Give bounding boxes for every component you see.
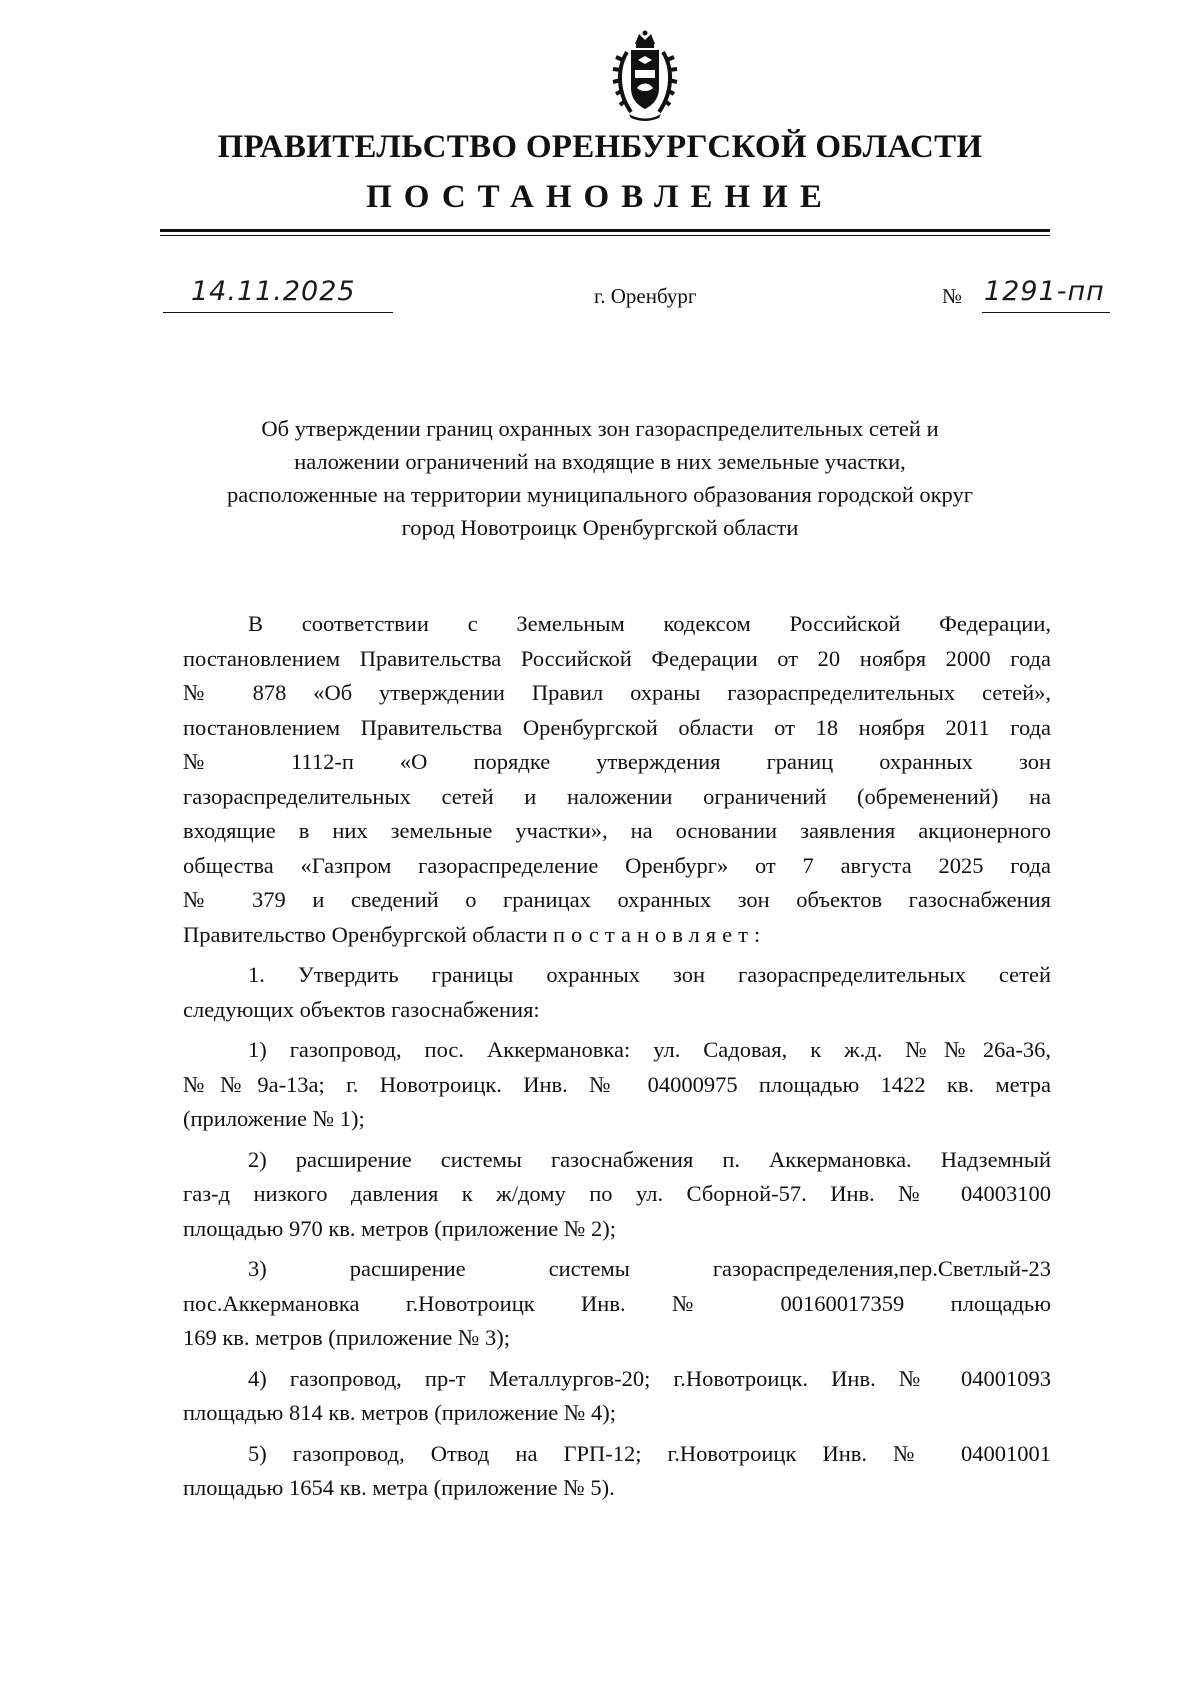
title-line: Об утверждении границ охранных зон газораспределительных сетей и (261, 416, 939, 441)
body-line: 3) расширение системы газораспределения,пер.Светлый-23 (248, 1256, 1051, 1281)
document-title (150, 412, 1050, 544)
body-line: постановлением Правительства Оренбургской области от 18 ноября 2011 года (183, 714, 1051, 740)
city-label: г. Оренбург (594, 284, 697, 308)
body-line: № 1112-п «О порядке утверждения границ охранных зон (183, 749, 1051, 774)
body-line: газ-д низкого давления к ж/дому по ул. Сборной-57. Инв. № 04003100 (183, 1181, 1051, 1206)
body-line: 1. Утвердить границы охранных зон газораспределительных сетей (248, 962, 1051, 987)
body-line: В соответствии с Земельным кодексом Российской Федерации, (248, 611, 1051, 636)
body-line: постановлением Правительства Российской Федерации от 20 ноября 2000 года (183, 645, 1051, 671)
subitem-5 (183, 1437, 1051, 1506)
body-line: 169 кв. метров (приложение № 3); (183, 1325, 511, 1350)
title-line: город Новотроицк Оренбургской области (401, 515, 799, 540)
number-field (982, 276, 1110, 313)
handwritten-date: 14.11.2025 (191, 276, 356, 307)
subitem-1 (183, 1033, 1051, 1137)
body-line: пос.Аккермановка г.Новотроицк Инв. № 00160017359 площадью (183, 1290, 1051, 1316)
date-field (163, 276, 393, 313)
header-divider-thin (160, 235, 1050, 236)
body-line: 5) газопровод, Отвод на ГРП-12; г.Новотроицк Инв. № 04001001 (248, 1440, 1051, 1466)
body-line: газораспределительных сетей и наложении ограничений (обременений) на (183, 783, 1051, 809)
coat-of-arms-icon (609, 30, 681, 122)
body-line: (приложение № 1); (183, 1106, 365, 1131)
body-line: площадью 970 кв. метров (приложение № 2); (183, 1215, 616, 1241)
body-line: следующих объектов газоснабжения: (183, 996, 540, 1022)
subitem-2 (183, 1143, 1051, 1247)
handwritten-number: 1291-пп (984, 276, 1105, 307)
government-name: ПРАВИТЕЛЬСТВО ОРЕНБУРГСКОЙ ОБЛАСТИ (217, 129, 983, 165)
preamble-subject: Правительство Оренбургской области (183, 921, 548, 947)
body-line: №№9а-13а; г. Новотроицк. Инв. № 04000975 площадью 1422 кв. метра (183, 1071, 1051, 1097)
body-line: общества «Газпром газораспределение Оренбург» от 7 августа 2025 года (183, 852, 1051, 878)
number-sign: № (942, 284, 963, 308)
preamble-paragraph (183, 607, 1051, 952)
body-line: № 379 и сведений о границах охранных зон объектов газоснабжения (183, 887, 1051, 912)
document-type: ПОСТАНОВЛЕНИЕ (366, 179, 834, 215)
body-line: 2) расширение системы газоснабжения п. Аккермановка. Надземный (248, 1146, 1051, 1172)
item-1 (183, 958, 1051, 1027)
body-line (183, 918, 1051, 953)
header-divider-thick (160, 229, 1050, 232)
body-line: 4) газопровод, пр-т Металлургов-20; г.Новотроицк. Инв. № 04001093 (248, 1365, 1051, 1391)
coat-of-arms-emblem (609, 30, 681, 122)
title-line: расположенные на территории муниципального образования городской округ (227, 482, 973, 507)
body-line: № 878 «Об утверждении Правил охраны газораспределительных сетей», (183, 680, 1051, 705)
document-body (183, 607, 1051, 1506)
title-line: наложении ограничений на входящие в них земельные участки, (294, 449, 906, 474)
subitem-3 (183, 1252, 1051, 1356)
subitem-4 (183, 1362, 1051, 1431)
body-line: площадью 814 кв. метров (приложение № 4); (183, 1400, 616, 1425)
decree-word: постановляет: (553, 921, 767, 947)
body-line: 1) газопровод, пос. Аккермановка: ул. Садовая, к ж.д. №№26а-36, (248, 1037, 1051, 1062)
body-line: площадью 1654 кв. метра (приложение № 5). (183, 1475, 615, 1500)
body-line: входящие в них земельные участки», на основании заявления акционерного (183, 818, 1051, 843)
